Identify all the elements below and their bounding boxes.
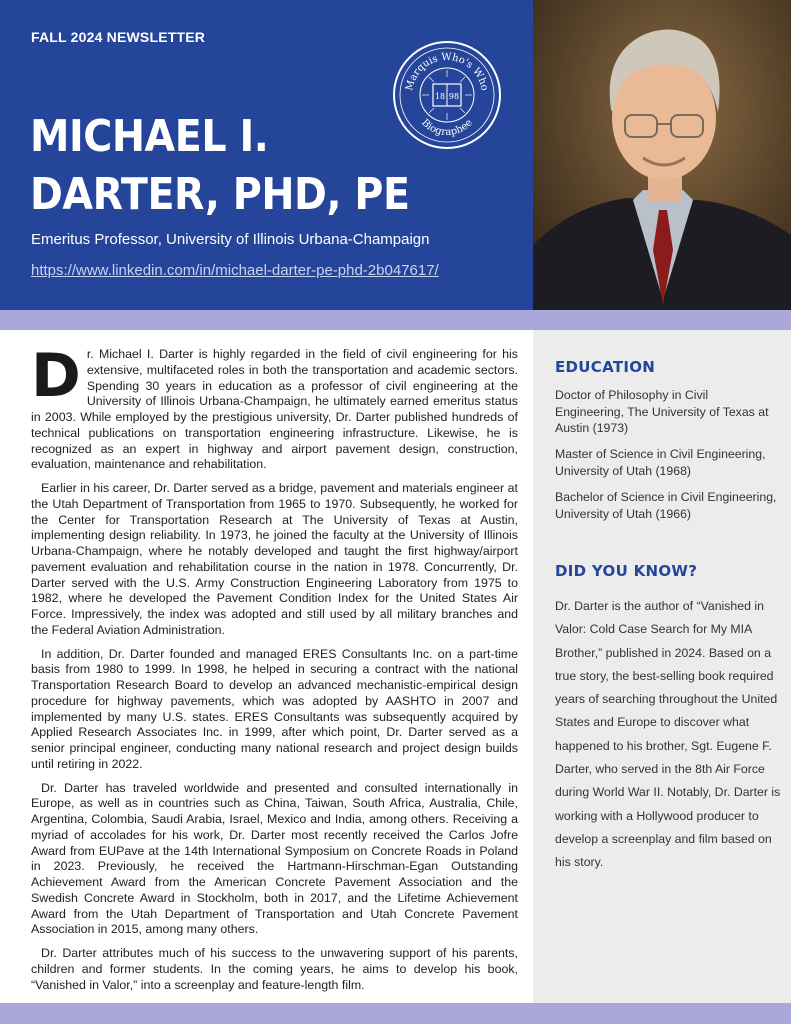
portrait-illustration bbox=[533, 0, 791, 310]
article-body bbox=[31, 341, 518, 1001]
education-item: Master of Science in Civil Engineering, University of Utah (1968) bbox=[555, 447, 766, 478]
linkedin-link[interactable]: https://www.linkedin.com/in/michael-darter-pe-phd-2b047617/ bbox=[31, 262, 439, 279]
marquis-whos-who-seal bbox=[392, 40, 502, 150]
seal-year-right: 98 bbox=[448, 92, 460, 101]
drop-cap: D bbox=[31, 341, 81, 411]
paragraph-text: r. Michael I. Darter is highly regarded in the field of civil engineering for his extensive, multifaceted roles in both the transportation and academic sectors. Spending 30 years in education as a professor of civil engineering at the University of Illinois Urbana-Champaign, he ultimately earned emeritus status in 2003. While employed by the prestigious university, Dr. Darter published hundreds of technical publications on transportation engineering infrastructure. Likewise, he is recognized as an expert in highway and airport pavement design, construction, evaluation, maintenance and rehabilitation. bbox=[31, 347, 518, 472]
article-paragraph: In addition, Dr. Darter founded and managed ERES Consultants Inc. on a part-time basis from 1980 to 1999. In 1998, he helped in securing a contract with the national Transportation Research Board to develop an advanced mechanistic-empirical design procedure for highway pavements, which was adopted by AASHTO in 2007 and implemented by many U.S. states. ERES Consultants was subsequently acquired by Applied Research Associates Inc. in 1999, after which point, Dr. Darter served as a senior principal engineer, conducting many national research and project design builds until retiring in 2022. bbox=[31, 646, 518, 771]
article-paragraph bbox=[31, 341, 518, 473]
education-item: Bachelor of Science in Civil Engineering, University of Utah (1966) bbox=[555, 490, 777, 521]
did-you-know-text: Dr. Darter is the author of “Vanished in Valor: Cold Case Search for My MIA Brother,” published in 2024. Based on a true story, the best-selling book required years of searching throughout the United States and Europe to discover what happened to his brother, Sgt. Eugene F. Darter, who served in the 8th Air Force during World War II. Notably, Dr. Darter is working with a Hollywood producer to develop a screenplay and film based on his story. bbox=[555, 599, 781, 870]
sidebar bbox=[533, 330, 791, 1003]
bottom-divider-band bbox=[0, 1003, 791, 1024]
name-line-2: DARTER, PHD, PE bbox=[30, 169, 410, 220]
education-item: Doctor of Philosophy in Civil Engineering, The University of Texas at Austin (1973) bbox=[555, 388, 769, 435]
page-title bbox=[30, 108, 410, 224]
article-paragraph: Earlier in his career, Dr. Darter served as a bridge, pavement and materials engineer at the Utah Department of Transportation from 1965 to 1970. Subsequently, he worked for the Center for Transportation Research at The University of Texas at Austin, implementing design reliability. In 1973, he joined the faculty at the University of Illinois Urbana-Champaign, where he notably developed and taught the first highway/airport pavement evaluation and rehabilitation course in the nation in 1978. Concurrently, Dr. Darter served with the U.S. Army Construction Engineering Laboratory from 1975 to 1982, where he developed the Pavement Condition Index for the United States Air Force. Impressively, the index was adopted and still used by all military branches and the Federal Aviation Administration. bbox=[31, 481, 518, 637]
article-paragraph: Dr. Darter has traveled worldwide and presented and consulted internationally in Europe, as well as in countries such as China, Taiwan, South Africa, Australia, Chile, Argentina, Colombia, Saudi Arabia, Israel, Mexico and India, among others. Receiving a myriad of accolades for his work, Dr. Darter most recently received the Carlos Jofre Award from EUPave at the 14th International Symposium on Concrete Roads in Poland in 2023. Previously, he received the Hartmann-Hirschman-Egan Outstanding Achievement Award from the American Concrete Pavement Association and the Swedish Concrete Award in Stockholm, both in 2017, and the Lifetime Achievement Award from the Utah Department of Transportation and Utah Concrete Pavement Association in 2015, among many others. bbox=[31, 780, 518, 937]
name-line-1: MICHAEL I. bbox=[30, 111, 269, 162]
job-title: Emeritus Professor, University of Illinois Urbana-Champaign bbox=[31, 231, 430, 248]
seal-top-text: Marquis Who's Who bbox=[404, 51, 490, 92]
did-you-know-heading: DID YOU KNOW? bbox=[555, 562, 698, 580]
portrait-photo bbox=[533, 0, 791, 310]
newsletter-kicker: FALL 2024 NEWSLETTER bbox=[31, 29, 206, 45]
top-divider-band bbox=[0, 310, 791, 330]
education-heading: EDUCATION bbox=[555, 358, 656, 376]
article-paragraph: Dr. Darter attributes much of his success to the unwavering support of his parents, children and former students. In the coming years, he aims to develop his book, “Vanished in Valor,” into a screenplay and feature-length film. bbox=[31, 946, 518, 992]
header-banner bbox=[0, 0, 533, 310]
svg-text:Biographee bbox=[419, 117, 475, 138]
seal-year-left: 18 bbox=[434, 92, 446, 101]
seal-bottom-text: Biographee bbox=[419, 117, 475, 139]
